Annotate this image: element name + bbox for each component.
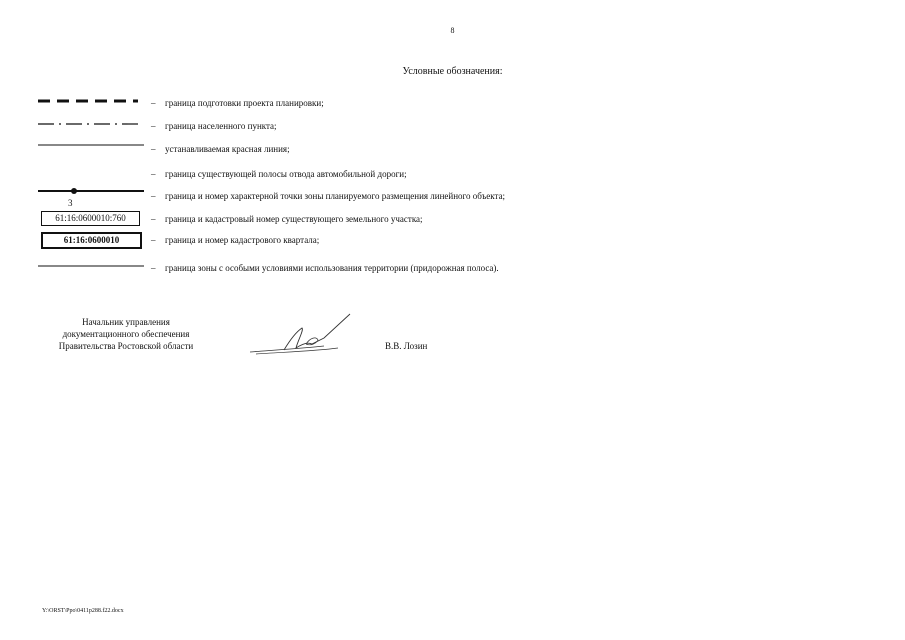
legend-description: граница и кадастровый номер существующего земельного участка; bbox=[165, 214, 423, 224]
legend-row-cadastral-quarter bbox=[38, 232, 658, 250]
signer-position-line: Правительства Ростовской области bbox=[58, 341, 194, 351]
file-path: Y:\ORST\Ppo\0411p288.f22.docx bbox=[42, 608, 124, 614]
legend-description: устанавливаемая красная линия; bbox=[165, 144, 290, 154]
legend-row-characteristic-point bbox=[38, 188, 658, 206]
dashed-line-symbol bbox=[38, 95, 144, 113]
legend-description: граница подготовки проекта планировки; bbox=[165, 98, 324, 108]
legend-row-red-line bbox=[38, 141, 658, 159]
legend-dash: – bbox=[151, 235, 156, 245]
legend-description: граница и номер кадастрового квартала; bbox=[165, 235, 320, 245]
legend-dash: – bbox=[151, 263, 156, 273]
parcel-number-label: 61:16:0600010:760 bbox=[41, 211, 140, 226]
legend-dash: – bbox=[151, 191, 156, 201]
legend-description: граница и номер характерной точки зоны планируемого размещения линейного объекта; bbox=[165, 191, 506, 201]
legend-row-project-boundary bbox=[38, 95, 658, 113]
legend-dash: – bbox=[151, 121, 156, 131]
legend-description: граница зоны с особыми условиями использования территории (придорожная полоса). bbox=[165, 263, 499, 273]
empty-symbol bbox=[38, 166, 144, 184]
quarter-box-symbol bbox=[38, 232, 144, 250]
line-with-point-symbol bbox=[38, 188, 144, 206]
legend-dash: – bbox=[151, 98, 156, 108]
point-number: 3 bbox=[68, 198, 73, 208]
quarter-number-label: 61:16:0600010 bbox=[41, 232, 142, 249]
legend-dash: – bbox=[151, 214, 156, 224]
signer-position bbox=[38, 316, 214, 352]
legend-row-settlement-boundary bbox=[38, 118, 658, 136]
legend-row-land-parcel bbox=[38, 211, 658, 229]
parcel-box-symbol bbox=[38, 211, 144, 229]
signer-position-line: Начальник управления bbox=[82, 317, 170, 327]
dash-dot-line-symbol bbox=[38, 118, 144, 136]
legend-row-roadside-zone bbox=[38, 260, 658, 278]
signer-position-line: документационного обеспечения bbox=[62, 329, 190, 339]
legend-dash: – bbox=[151, 144, 156, 154]
solid-line-symbol bbox=[38, 141, 144, 159]
solid-line-symbol bbox=[38, 260, 144, 278]
signer-name: В.В. Лозин bbox=[385, 341, 428, 351]
legend-row-road-allotment bbox=[38, 166, 658, 184]
handwritten-signature bbox=[246, 310, 366, 365]
legend-description: граница населенного пункта; bbox=[165, 121, 277, 131]
legend-description: граница существующей полосы отвода автомобильной дороги; bbox=[165, 169, 407, 179]
page-number: 8 bbox=[450, 26, 455, 35]
legend-dash: – bbox=[151, 169, 156, 179]
legend-title: Условные обозначения: bbox=[402, 66, 503, 77]
